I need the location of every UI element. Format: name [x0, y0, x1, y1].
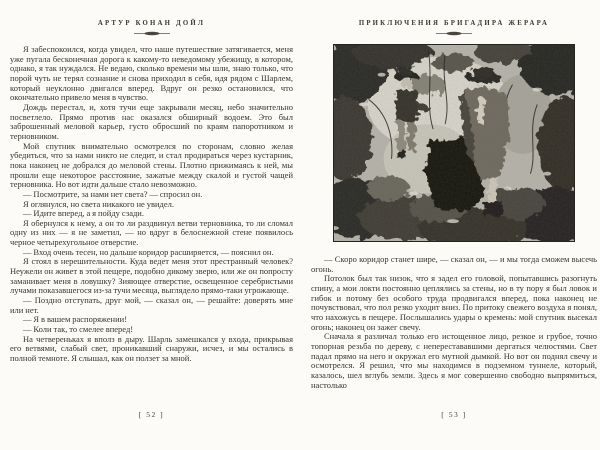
right-running-head: ПРИКЛЮЧЕНИЯ БРИГАДИРА ЖЕРАРА	[358, 20, 550, 27]
paragraph: — Вход очень тесен, но дальше коридор расширяется, — пояснил он.	[23, 246, 274, 257]
paragraph: Потолок был так низок, что я задел его головой, попытавшись разогнуть спину, а мои локти постоянно цеплялись за стены, но в ту пору я был ловок и гибок и потому без особого труда продвигался вперед, пока наконец не почувствовал, что пол резко уходит вниз. По притоку свежего воздуха я понял, что нахожусь в пещере. Послышались удары о кремень: мой спутник высекал огонь; наконец он зажег свечу.	[311, 273, 597, 332]
paragraph: Сначала я различал только его истощенное лицо, резкое и грубое, точно топорная резьба по дереву, с неперестававшими дергаться челюстями. Свет падал прямо на него и окружал его мутной дымкой. Но вот он поднял свечу и осмотрелся. Я решил, что мы находимся в подземном туннеле, который, казалось, шел вглубь земли. Здесь я мог совершенно свободно выпрямиться, настолько	[311, 331, 597, 390]
paragraph: На четвереньках я вполз в дыру. Шарль замешкался у входа, прикрывая его ветвями, слабый свет, проникавший снаружи, исчез, и мы остались в полной темноте. Я слышал, как он ползет за мной.	[10, 333, 293, 363]
header-flourish-icon	[133, 31, 171, 36]
illustration-art	[334, 45, 574, 241]
paragraph: — Поздно отступать, друг мой, — сказал он, — решайте: доверять мне или нет.	[10, 295, 293, 315]
left-page-number: [ 52 ]	[138, 410, 165, 419]
paragraph: — Коли так, то смелее вперед!	[23, 324, 134, 335]
left-running-head: АРТУР КОНАН ДОЙЛ	[97, 20, 206, 27]
left-page-text	[10, 45, 293, 364]
paragraph: Я обернулся к нему, а он то ли раздвинул ветви терновника, то ли сломал одну из них — я не заметил, — но вдруг в белоснежной стене появилось черное четырехугольное отверстие.	[10, 217, 293, 248]
paragraph: Мой спутник внимательно осмотрелся по сторонам, словно желая убедиться, что за нами никто не следит, и стал продираться через кустарник, пока наконец не добрался до меловой стены. Плотно прижимаясь к ней, мы прошли еще некоторое расстояние, зажатые между скалой и густой чащей терновника. Но вот идти дальше стало невозможно.	[10, 140, 293, 190]
right-page	[311, 20, 597, 419]
paragraph: — Скоро коридор станет шире, — сказал он, — и мы тогда сможем высечь огонь.	[311, 254, 597, 274]
left-page	[10, 20, 293, 419]
illustration-two-men-in-thicket	[333, 44, 575, 242]
right-page-text	[311, 255, 597, 390]
paragraph: — Я в вашем распоряжении!	[23, 314, 128, 325]
right-page-number: [ 53 ]	[441, 410, 467, 419]
paragraph: — Посмотрите, за нами нет света? — спросил он.	[23, 188, 203, 199]
paragraph: Я забеспокоился, когда увидел, что наше путешествие затягивается, меня уже пугала бесконечная дорога к какому-то неведомому убежищу, в котором, однако, я так нуждался. Не ведаю, сколько времени мы шли, знаю только, что порой чуть не терял сознание и снова приходил в себя, идя рядом с Шарлем, который неуклонно двигался вперед. Вдруг он резко остановился, что окончательно привело меня в чувство.	[10, 44, 293, 103]
paragraph: — Идите вперед, а я пойду сзади.	[23, 208, 144, 219]
paragraph: Дождь перестал, и, хотя тучи еще закрывали месяц, небо значительно посветлело. Прямо против нас оказался обширный водоем. Это был заброшенный меловой карьер, густо обросший по краям папоротником и терновником.	[10, 101, 293, 141]
paragraph: Я стоял в нерешительности. Куда ведет меня этот престранный человек? Неужели он живет в этой пещере, подобно дикому зверю, или же он попросту заманивает меня в ловушку? Зияющее отверстие, освещенное серебристыми лучами показавшегося из-за тучи месяца, выглядело прямо-таки угрожающе.	[10, 256, 293, 296]
paragraph: Я оглянулся, но света никакого не увидел.	[23, 198, 174, 209]
header-flourish-icon	[435, 31, 473, 36]
